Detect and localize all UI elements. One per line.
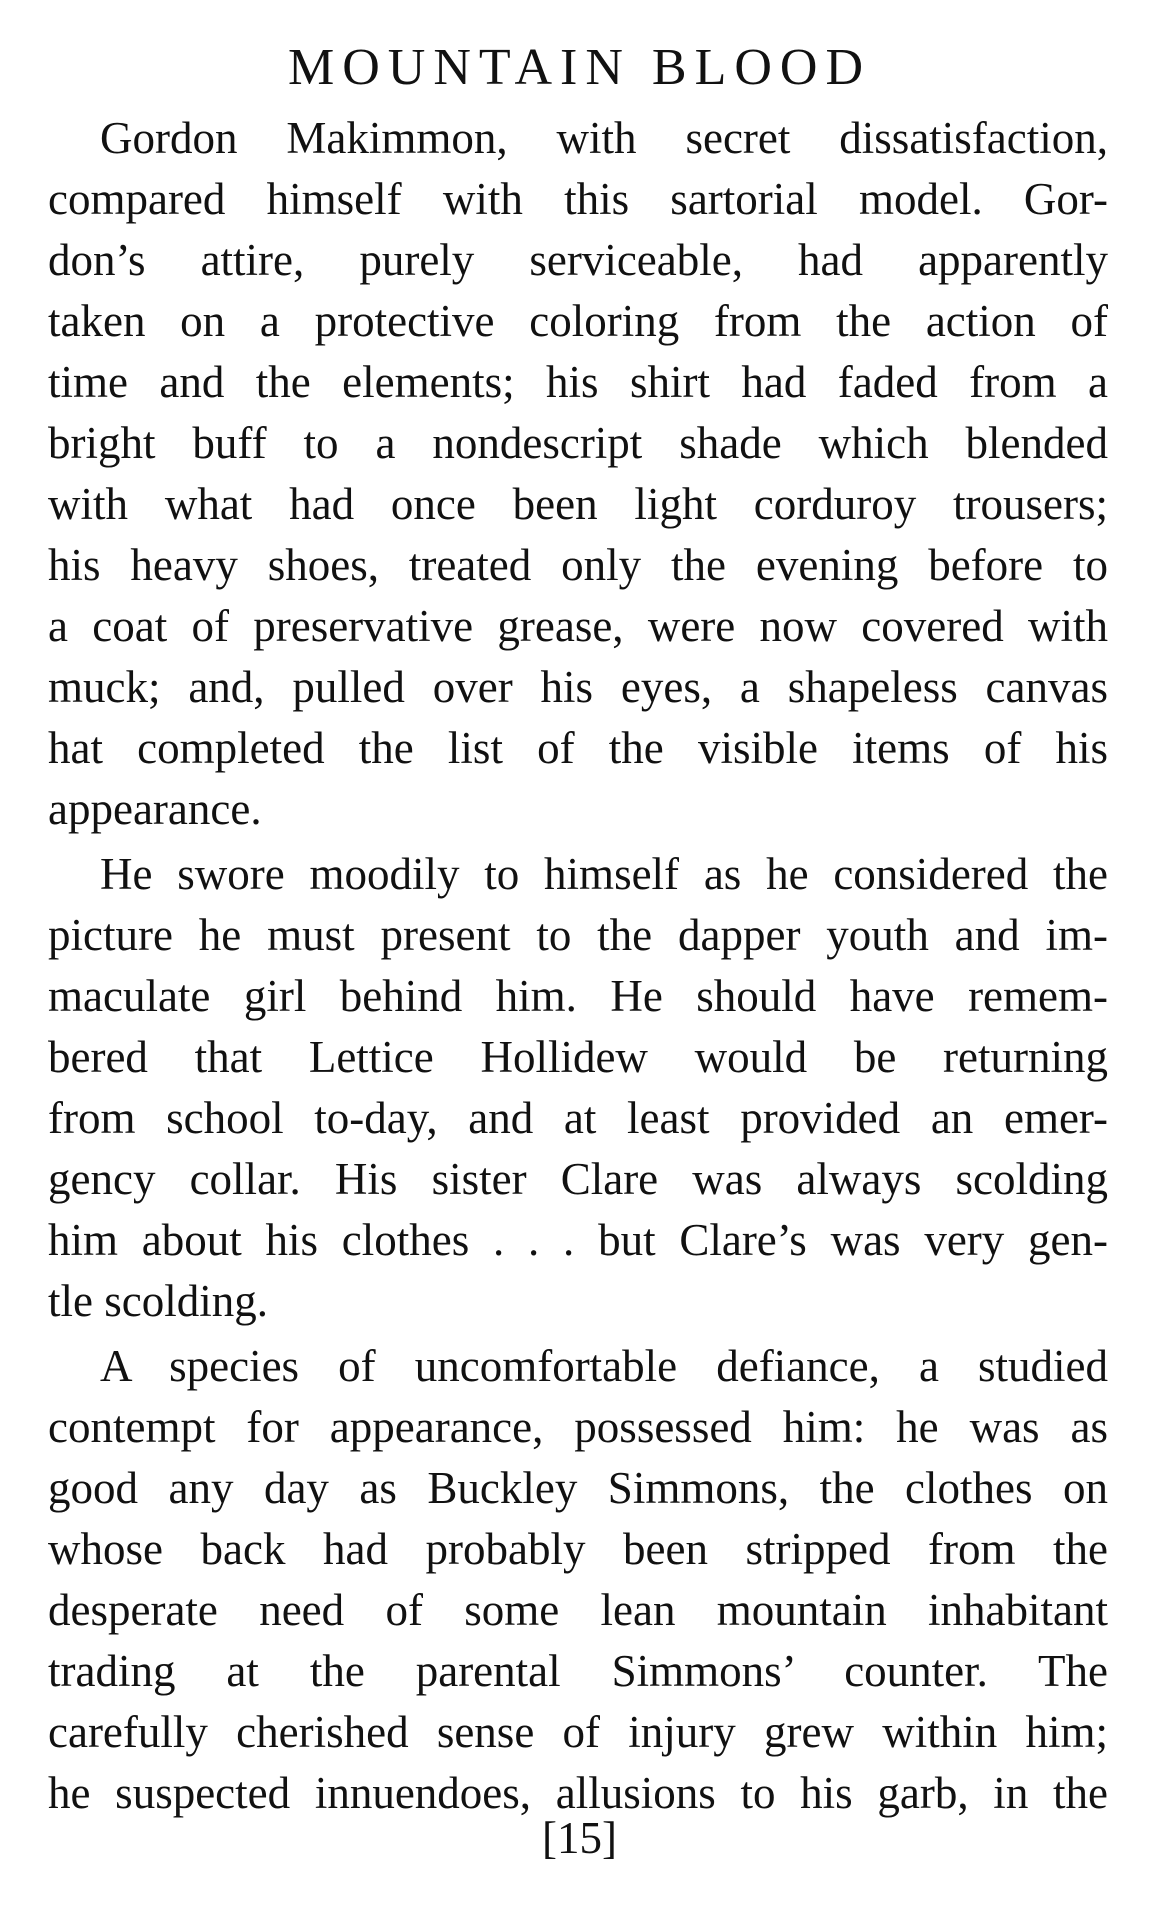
text-line: whose back had probably been stripped from the <box>48 1524 1108 1574</box>
text-line: hat completed the list of the visible items of his <box>48 723 1108 773</box>
body-text <box>48 108 1108 1828</box>
text-line: him about his clothes . . . but Clare’s was very gen- <box>48 1215 1108 1265</box>
text-line: good any day as Buckley Simmons, the clothes on <box>48 1463 1108 1513</box>
text-line: gency collar. His sister Clare was always scolding <box>48 1154 1108 1204</box>
text-line: appearance. <box>48 784 262 834</box>
text-line: He swore moodily to himself as he considered the <box>100 849 1108 899</box>
text-line: carefully cherished sense of injury grew within him; <box>48 1707 1108 1757</box>
text-line: bright buff to a nondescript shade which blended <box>48 418 1108 468</box>
text-line: his heavy shoes, treated only the evening before to <box>48 540 1108 590</box>
text-line: taken on a protective coloring from the action of <box>48 296 1108 346</box>
text-line: tle scolding. <box>48 1276 268 1326</box>
text-line: with what had once been light corduroy trousers; <box>48 479 1108 529</box>
text-line: Gordon Makimmon, with secret dissatisfaction, <box>100 113 1108 163</box>
text-line: maculate girl behind him. He should have remem- <box>48 971 1108 1021</box>
text-line: muck; and, pulled over his eyes, a shapeless canvas <box>48 662 1108 712</box>
text-line: compared himself with this sartorial model. Gor- <box>48 174 1108 224</box>
text-line: A species of uncomfortable defiance, a studied <box>100 1341 1108 1391</box>
paragraph-3 <box>48 1336 1108 1824</box>
text-line: contempt for appearance, possessed him: he was as <box>48 1402 1108 1452</box>
text-line: time and the elements; his shirt had faded from a <box>48 357 1108 407</box>
paragraph-1 <box>48 108 1108 840</box>
running-head: MOUNTAIN BLOOD <box>287 39 872 96</box>
text-line: don’s attire, purely serviceable, had apparently <box>48 235 1108 285</box>
text-line: desperate need of some lean mountain inhabitant <box>48 1585 1108 1635</box>
text-line: trading at the parental Simmons’ counter. The <box>48 1646 1108 1696</box>
paragraph-2 <box>48 844 1108 1332</box>
text-line: bered that Lettice Hollidew would be returning <box>48 1032 1108 1082</box>
text-line: he suspected innuendoes, allusions to his garb, in the <box>48 1768 1108 1818</box>
text-line: picture he must present to the dapper youth and im- <box>48 910 1108 960</box>
text-line: a coat of preservative grease, were now covered with <box>48 601 1108 651</box>
text-line: from school to-day, and at least provided an emer- <box>48 1093 1108 1143</box>
page-number: [15] <box>542 1813 617 1863</box>
